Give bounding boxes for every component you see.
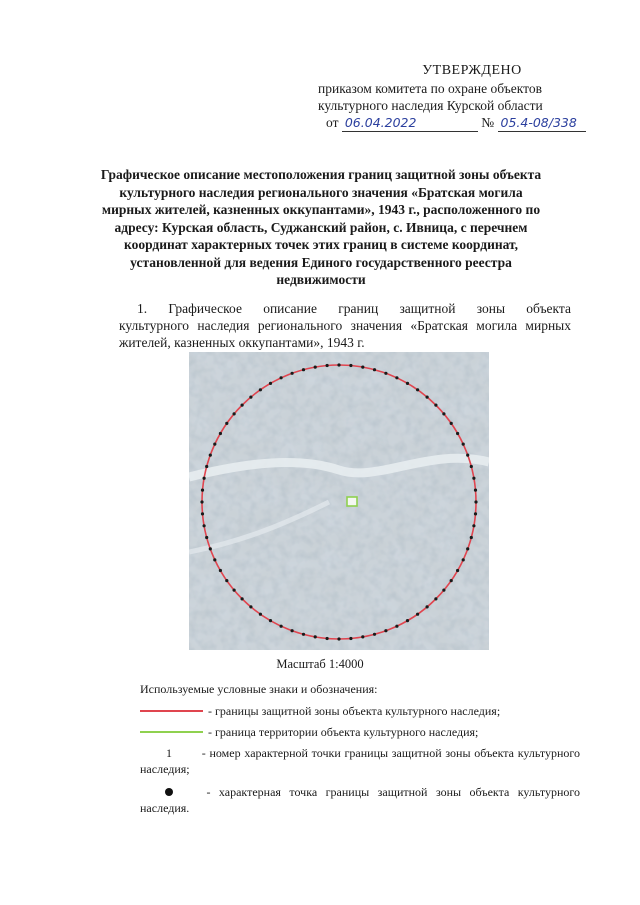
characteristic-point bbox=[326, 637, 329, 640]
legend-text: - характерная точка границы защитной зоны объекта культурного наследия. bbox=[140, 785, 581, 815]
map-scale: Масштаб 1:4000 bbox=[276, 657, 364, 671]
characteristic-point bbox=[302, 368, 305, 371]
characteristic-point bbox=[209, 454, 212, 457]
number-prefix: № bbox=[481, 115, 495, 130]
legend-text: - границы защитной зоны объекта культурного наследия; bbox=[208, 704, 501, 718]
characteristic-point bbox=[442, 412, 445, 415]
characteristic-point bbox=[406, 619, 409, 622]
characteristic-point bbox=[259, 613, 262, 616]
point-number-symbol: 1 bbox=[166, 746, 172, 760]
characteristic-point bbox=[219, 432, 222, 435]
characteristic-point bbox=[241, 404, 244, 407]
characteristic-point bbox=[337, 363, 340, 366]
section-line-2: культурного наследия регионального значения «Братская могила мирных жителей, казненных оккупантами», 1943 г. bbox=[119, 318, 571, 350]
characteristic-point bbox=[225, 422, 228, 425]
characteristic-point bbox=[233, 412, 236, 415]
characteristic-point bbox=[201, 489, 204, 492]
characteristic-point bbox=[249, 396, 252, 399]
characteristic-point bbox=[249, 605, 252, 608]
characteristic-point bbox=[474, 512, 477, 515]
red-line-symbol bbox=[140, 710, 203, 712]
characteristic-point bbox=[456, 569, 459, 572]
handwritten-number: 05.4-08/338 bbox=[498, 114, 586, 132]
characteristic-point bbox=[361, 635, 364, 638]
characteristic-point bbox=[434, 597, 437, 600]
legend-item-point-number bbox=[140, 745, 580, 777]
characteristic-point bbox=[280, 376, 283, 379]
characteristic-point bbox=[213, 558, 216, 561]
map-svg bbox=[189, 352, 489, 650]
characteristic-point bbox=[219, 569, 222, 572]
characteristic-point bbox=[337, 637, 340, 640]
characteristic-point bbox=[291, 629, 294, 632]
characteristic-point bbox=[395, 376, 398, 379]
characteristic-point bbox=[291, 372, 294, 375]
characteristic-point bbox=[259, 388, 262, 391]
characteristic-point bbox=[472, 524, 475, 527]
characteristic-point bbox=[200, 500, 203, 503]
characteristic-point bbox=[203, 477, 206, 480]
characteristic-point bbox=[373, 633, 376, 636]
characteristic-point bbox=[269, 382, 272, 385]
characteristic-point bbox=[442, 589, 445, 592]
characteristic-point bbox=[205, 465, 208, 468]
characteristic-point bbox=[241, 597, 244, 600]
aerial-map bbox=[189, 352, 489, 650]
characteristic-point bbox=[314, 635, 317, 638]
characteristic-point bbox=[472, 477, 475, 480]
characteristic-point bbox=[361, 366, 364, 369]
legend-text: - номер характерной точки границы защитной зоны объекта культурного наследия; bbox=[140, 746, 581, 776]
approval-stamp bbox=[318, 62, 608, 132]
characteristic-point bbox=[470, 536, 473, 539]
characteristic-point bbox=[349, 637, 352, 640]
legend-item-point bbox=[140, 784, 580, 816]
characteristic-point bbox=[395, 625, 398, 628]
characteristic-point bbox=[280, 625, 283, 628]
characteristic-point bbox=[384, 372, 387, 375]
legend bbox=[140, 681, 580, 816]
characteristic-point bbox=[269, 619, 272, 622]
characteristic-point bbox=[470, 465, 473, 468]
approval-line-2: культурного наследия Курской области bbox=[318, 98, 543, 113]
characteristic-point bbox=[233, 589, 236, 592]
approval-signature-line bbox=[326, 114, 608, 132]
legend-item-zone-boundary bbox=[140, 703, 580, 719]
characteristic-point bbox=[384, 629, 387, 632]
characteristic-point bbox=[466, 454, 469, 457]
map-texture-fine bbox=[189, 352, 489, 650]
green-line-symbol bbox=[140, 731, 203, 733]
section-line-1: 1. Графическое описание границ защитной зоны объекта bbox=[137, 301, 571, 316]
characteristic-point bbox=[373, 368, 376, 371]
characteristic-point bbox=[349, 364, 352, 367]
characteristic-point bbox=[434, 404, 437, 407]
characteristic-point bbox=[466, 547, 469, 550]
characteristic-point bbox=[209, 547, 212, 550]
approval-heading: УТВЕРЖДЕНО bbox=[422, 63, 522, 78]
date-prefix: от bbox=[326, 115, 339, 130]
characteristic-point bbox=[406, 382, 409, 385]
characteristic-point bbox=[450, 422, 453, 425]
characteristic-point bbox=[426, 605, 429, 608]
characteristic-point bbox=[462, 443, 465, 446]
characteristic-point bbox=[416, 388, 419, 391]
characteristic-point bbox=[474, 500, 477, 503]
handwritten-date: 06.04.2022 bbox=[342, 114, 478, 132]
legend-item-territory-boundary bbox=[140, 724, 580, 740]
point-dot-symbol bbox=[140, 784, 198, 800]
characteristic-point bbox=[326, 364, 329, 367]
document-title: Графическое описание местоположения границ защитной зоны объекта культурного наследия регионального значения «Братская могила мирных жителей, казненных оккупантами», 1943 г., расположенного по адресу: Курская область, Суджанский район, с. Ивница, с перечнем координат характерных точек этих границ в системе координат, установленной для ведения Единого государственного реестра недвижимости bbox=[100, 167, 542, 287]
characteristic-point bbox=[302, 633, 305, 636]
legend-text: - граница территории объекта культурного наследия; bbox=[208, 725, 479, 739]
characteristic-point bbox=[201, 512, 204, 515]
approval-line-1: приказом комитета по охране объектов bbox=[318, 81, 542, 96]
characteristic-point bbox=[456, 432, 459, 435]
characteristic-point bbox=[426, 396, 429, 399]
characteristic-point bbox=[474, 489, 477, 492]
territory-boundary bbox=[347, 497, 357, 506]
characteristic-point bbox=[416, 613, 419, 616]
characteristic-point bbox=[203, 524, 206, 527]
characteristic-point bbox=[205, 536, 208, 539]
characteristic-point bbox=[314, 366, 317, 369]
section-paragraph bbox=[119, 300, 571, 351]
characteristic-point bbox=[450, 579, 453, 582]
characteristic-point bbox=[213, 443, 216, 446]
characteristic-point bbox=[225, 579, 228, 582]
characteristic-point bbox=[462, 558, 465, 561]
legend-heading: Используемые условные знаки и обозначения: bbox=[140, 682, 378, 696]
